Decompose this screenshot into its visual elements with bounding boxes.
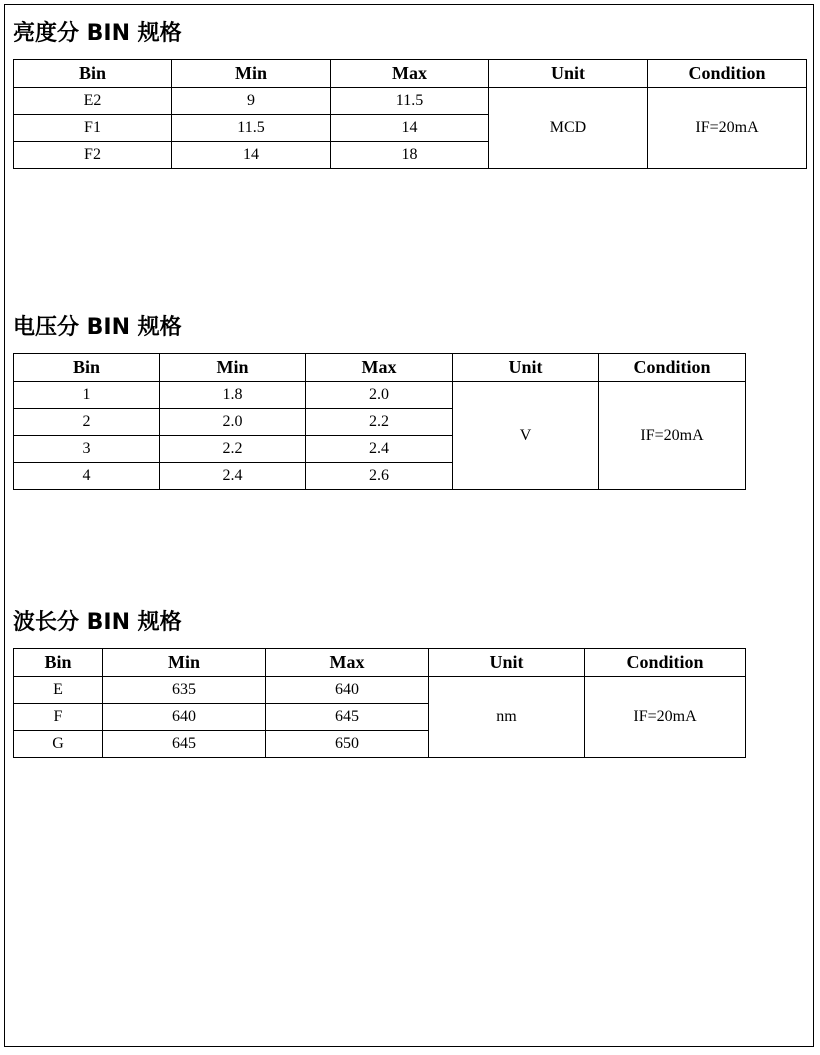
cell-min: 2.0 <box>160 409 306 436</box>
cell-bin: F2 <box>14 142 172 169</box>
cell-bin: E <box>14 677 103 704</box>
header-bin: Bin <box>14 649 103 677</box>
cell-min: 640 <box>103 704 266 731</box>
cell-max: 11.5 <box>331 88 489 115</box>
cell-min: 2.2 <box>160 436 306 463</box>
cell-unit: nm <box>429 677 585 758</box>
table-row <box>14 88 807 115</box>
cell-bin: 1 <box>14 382 160 409</box>
cell-min: 9 <box>172 88 331 115</box>
cell-max: 2.2 <box>306 409 453 436</box>
header-unit: Unit <box>489 60 648 88</box>
header-max: Max <box>331 60 489 88</box>
voltage-section-title: 电压分 BIN 规格 <box>13 315 182 340</box>
header-bin: Bin <box>14 354 160 382</box>
cell-bin: 3 <box>14 436 160 463</box>
wavelength-bin-table <box>13 648 746 758</box>
cell-bin: F1 <box>14 115 172 142</box>
brightness-bin-table <box>13 59 807 169</box>
cell-min: 1.8 <box>160 382 306 409</box>
cell-max: 14 <box>331 115 489 142</box>
cell-bin: G <box>14 731 103 758</box>
cell-max: 18 <box>331 142 489 169</box>
header-min: Min <box>160 354 306 382</box>
cell-max: 640 <box>266 677 429 704</box>
cell-min: 635 <box>103 677 266 704</box>
cell-max: 2.4 <box>306 436 453 463</box>
header-unit: Unit <box>429 649 585 677</box>
cell-min: 645 <box>103 731 266 758</box>
cell-condition: IF=20mA <box>648 88 807 169</box>
header-min: Min <box>103 649 266 677</box>
cell-bin: 2 <box>14 409 160 436</box>
table-header-row <box>14 354 746 382</box>
cell-bin: E2 <box>14 88 172 115</box>
table-row <box>14 677 746 704</box>
cell-bin: F <box>14 704 103 731</box>
voltage-bin-table <box>13 353 746 490</box>
header-min: Min <box>172 60 331 88</box>
cell-max: 650 <box>266 731 429 758</box>
header-condition: Condition <box>585 649 746 677</box>
cell-condition: IF=20mA <box>585 677 746 758</box>
brightness-section-title: 亮度分 BIN 规格 <box>13 21 182 46</box>
cell-max: 2.6 <box>306 463 453 490</box>
header-bin: Bin <box>14 60 172 88</box>
cell-unit: V <box>453 382 599 490</box>
cell-min: 11.5 <box>172 115 331 142</box>
table-header-row <box>14 60 807 88</box>
cell-bin: 4 <box>14 463 160 490</box>
wavelength-section-title: 波长分 BIN 规格 <box>13 610 182 635</box>
table-header-row <box>14 649 746 677</box>
header-unit: Unit <box>453 354 599 382</box>
header-condition: Condition <box>648 60 807 88</box>
cell-condition: IF=20mA <box>599 382 746 490</box>
header-condition: Condition <box>599 354 746 382</box>
cell-min: 14 <box>172 142 331 169</box>
table-row <box>14 382 746 409</box>
header-max: Max <box>306 354 453 382</box>
header-max: Max <box>266 649 429 677</box>
cell-max: 645 <box>266 704 429 731</box>
cell-max: 2.0 <box>306 382 453 409</box>
cell-min: 2.4 <box>160 463 306 490</box>
cell-unit: MCD <box>489 88 648 169</box>
